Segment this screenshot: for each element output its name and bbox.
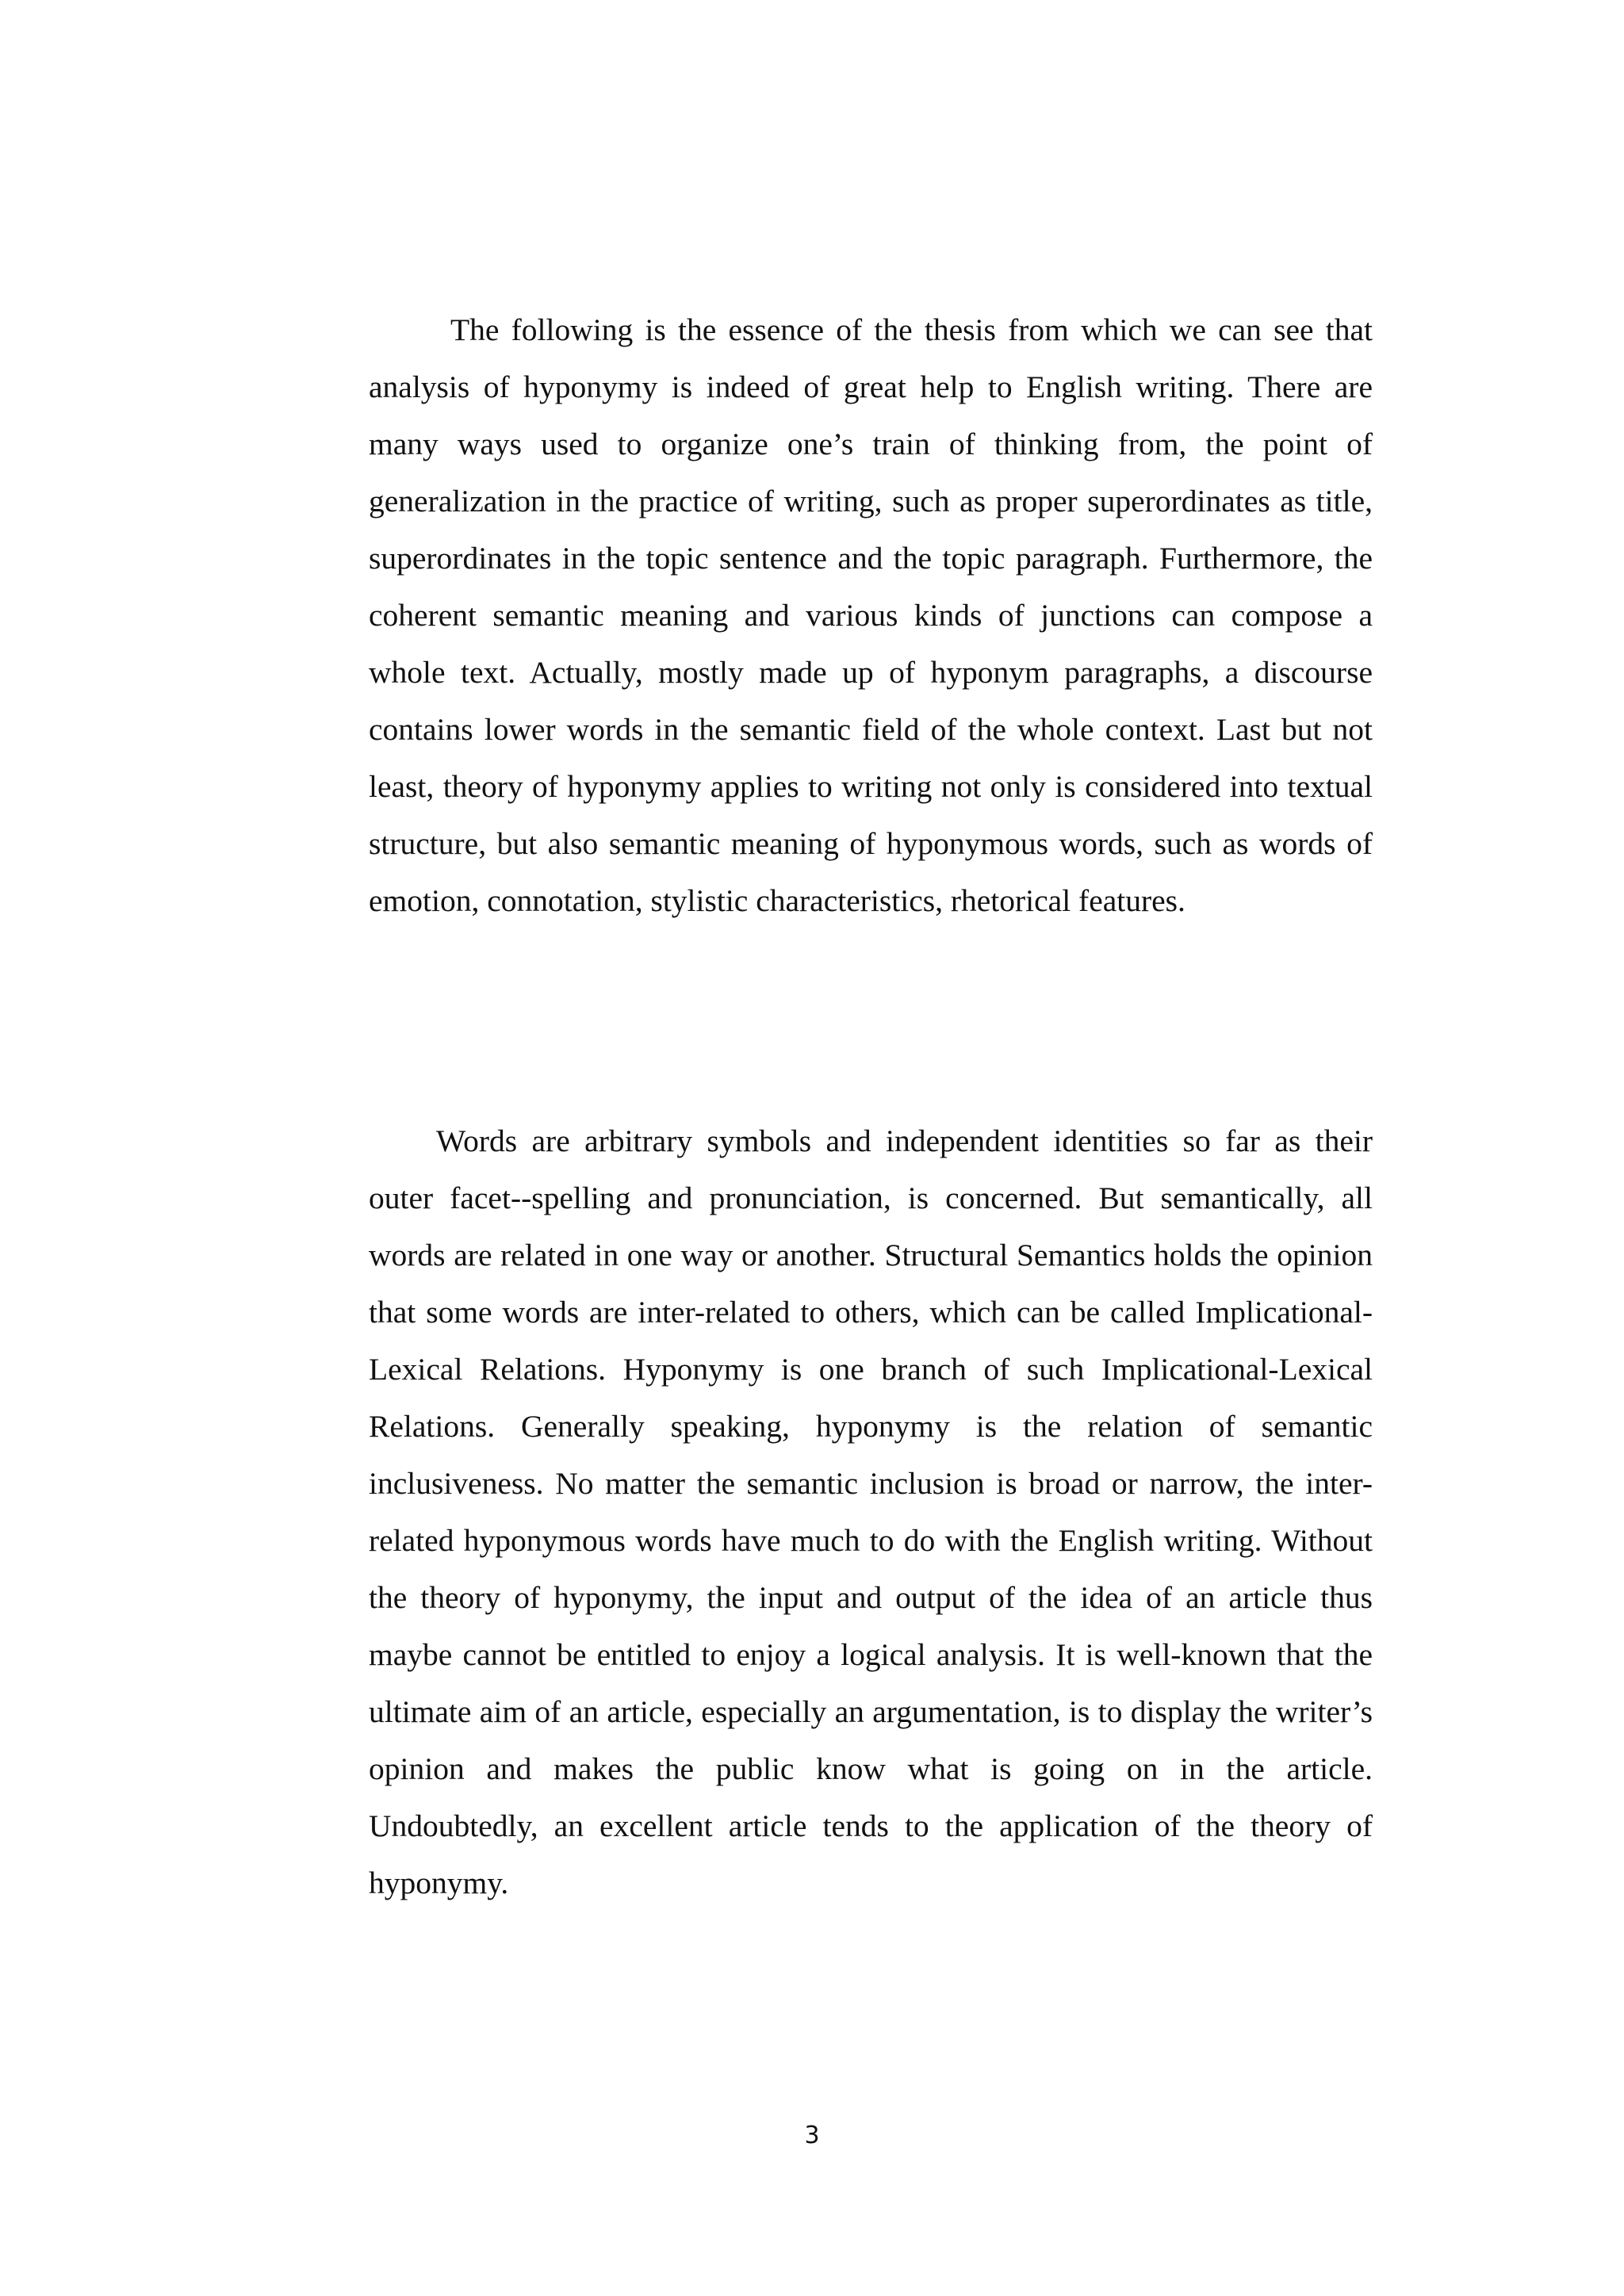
page-number: 3 — [804, 2122, 820, 2149]
body-paragraph: Words are arbitrary symbols and independent identities so far as their outer facet--spelling and pronunciation, is concerned. But semantically, all words are related in one way or another. Structural Semantics holds the opinion that some words are inter-related to others, which can be called Implicational-Lexical Relations. Hyponymy is one branch of such Implicational-Lexical Relations. Generally speaking, hyponymy is the relation of semantic inclusiveness. No matter the semantic inclusion is broad or narrow, the inter-related hyponymous words have much to do with the English writing. Without the theory of hyponymy, the input and output of the idea of an article thus maybe cannot be entitled to enjoy a logical analysis. It is well-known that the ultimate aim of an article, especially an argumentation, is to display the writer’s opinion and makes the public know what is going on in the article. Undoubtedly, an excellent article tends to the application of the theory of hyponymy. — [369, 1123, 1373, 1900]
body-paragraph: The following is the essence of the thesis from which we can see that analysis of hyponymy is indeed of great help to English writing. There are many ways used to organize one’s train of thinking from, the point of generalization in the practice of writing, such as proper superordinates as title, superordinates in the topic sentence and the topic paragraph. Furthermore, the coherent semantic meaning and various kinds of junctions can compose a whole text. Actually, mostly made up of hyponym paragraphs, a discourse contains lower words in the semantic field of the whole context. Last but not least, theory of hyponymy applies to writing not only is considered into textual structure, but also semantic meaning of hyponymous words, such as words of emotion, connotation, stylistic characteristics, rhetorical features. — [369, 312, 1373, 918]
